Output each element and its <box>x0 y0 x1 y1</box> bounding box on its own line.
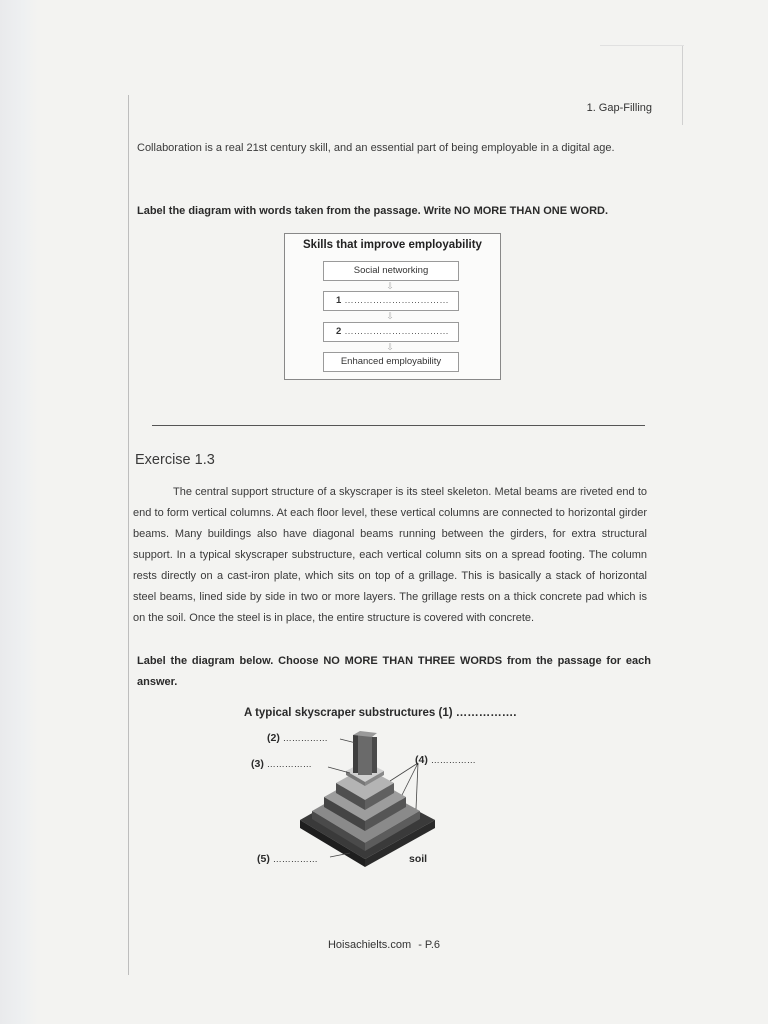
step-number: 2 <box>336 326 342 337</box>
answer-blank: …………… <box>282 733 328 743</box>
label-number: (2) <box>267 732 280 744</box>
label-5 <box>257 853 318 865</box>
skyscraper-substructure-illustration <box>240 725 480 870</box>
scan-edge <box>0 0 38 1024</box>
section-title: 1. Gap-Filling <box>586 102 652 114</box>
label-3 <box>251 758 312 770</box>
exercise-title: Exercise 1.3 <box>135 452 215 468</box>
step-enhanced-employability <box>323 352 459 372</box>
step-blank-2 <box>323 322 459 342</box>
footer-site: Hoisachielts.com <box>327 939 412 951</box>
page-footer <box>0 939 768 951</box>
answer-blank: …………… <box>272 854 318 864</box>
scan-mark <box>600 45 684 46</box>
substructure-diagram-title <box>244 707 516 719</box>
diagram-title-text: A typical skyscraper substructures (1) <box>244 707 453 719</box>
exercise-passage <box>133 482 647 629</box>
instruction-label-diagram: Label the diagram with words taken from the passage. Write NO MORE THAN ONE WORD. <box>137 205 609 217</box>
label-number: (5) <box>257 853 270 865</box>
answer-blank: …………… <box>430 755 476 765</box>
label-soil: soil <box>409 853 428 865</box>
scan-mark <box>682 45 683 125</box>
passage-text: The central support structure of a skyscraper is its steel skeleton. Metal beams are riveted end to end to form vertical columns. At each floor level, these vertical columns are connected to horizontal girder beams. Many buildings also have diagonal beams running between the girders, for extra structural support. In a typical skyscraper substructure, each vertical column sits on a spread footing. The column rests directly on a cast-iron plate, which sits on top of a grillage. This is basically a stack of horizontal steel beams, lined side by side in two or more layers. The grillage rests on a thick concrete pad which is on the soil. Once the steel is in place, the entire structure is covered with concrete. <box>133 486 647 624</box>
step-label: Enhanced employability <box>340 356 442 367</box>
label-number: (3) <box>251 758 264 770</box>
section-divider <box>152 425 645 426</box>
step-social-networking <box>323 261 459 281</box>
intro-text: Collaboration is a real 21st century skill, and an essential part of being employable in a digital age. <box>137 142 615 154</box>
down-arrow-icon: ⇩ <box>386 281 394 291</box>
label-number: (4) <box>415 754 428 766</box>
answer-blank: …………………………… <box>344 295 449 306</box>
answer-blank: …………………………… <box>344 326 449 337</box>
label-4 <box>415 754 476 766</box>
step-label: Social networking <box>353 265 429 276</box>
step-number: 1 <box>336 295 342 306</box>
down-arrow-icon: ⇩ <box>386 342 394 352</box>
step-blank-1 <box>323 291 459 311</box>
skills-diagram <box>284 233 501 380</box>
answer-blank: ……………. <box>455 707 517 719</box>
footer-page: - P.6 <box>418 939 440 951</box>
answer-blank: …………… <box>266 759 312 769</box>
down-arrow-icon: ⇩ <box>386 311 394 321</box>
margin-line <box>128 95 129 975</box>
skills-diagram-title: Skills that improve employability <box>303 239 482 251</box>
instruction-substructure: Label the diagram below. Choose NO MORE THAN THREE WORDS from the passage for each answer. <box>137 655 651 688</box>
label-2 <box>267 732 328 744</box>
